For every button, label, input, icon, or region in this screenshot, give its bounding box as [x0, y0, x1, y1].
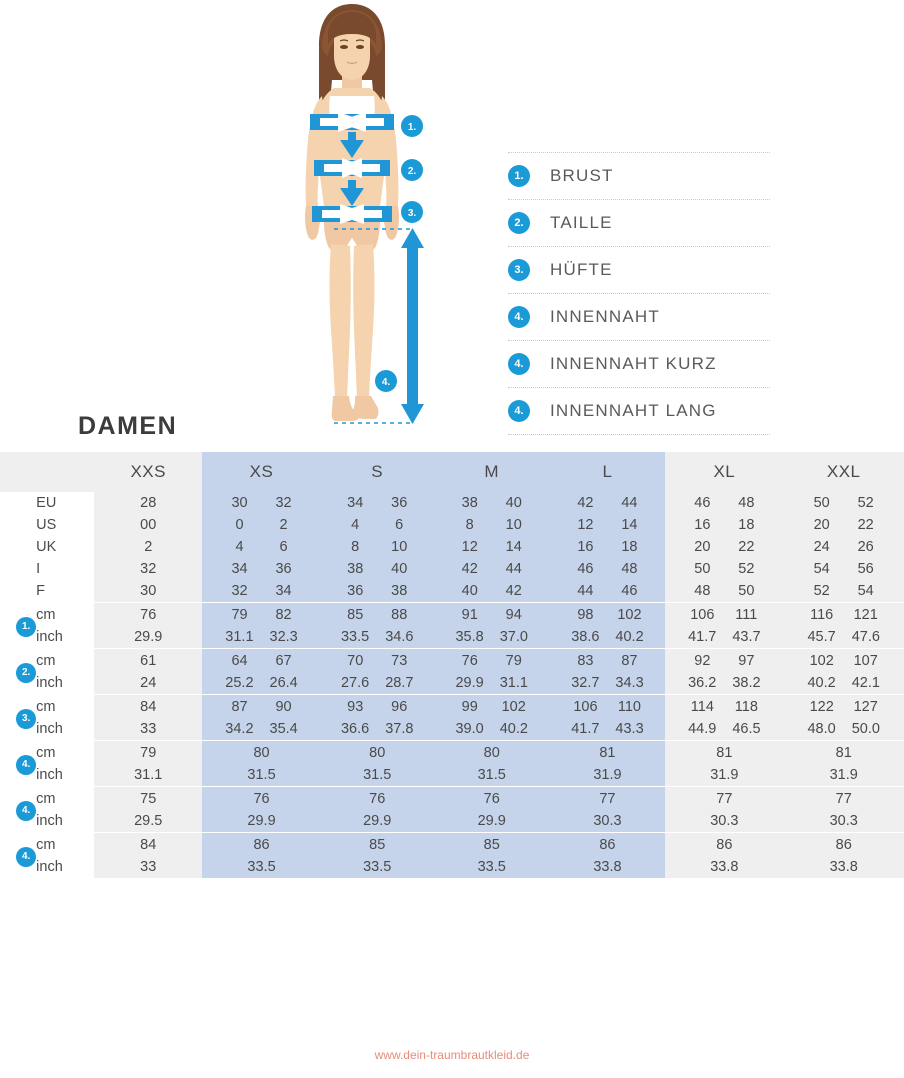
legend-label: HÜFTE: [550, 260, 613, 279]
legend-label: TAILLE: [550, 213, 613, 232]
cell-l-uk: 16 18: [550, 536, 666, 558]
cell-xl-inch: 31.9: [665, 764, 783, 787]
legend-item-innennaht: [508, 294, 770, 341]
cell-xs-cm: 86: [202, 834, 320, 856]
table-row: [0, 810, 904, 833]
cell-s-cm: 93 96: [321, 696, 434, 718]
row-badge-cell: [0, 834, 36, 878]
row-unit-label: I: [36, 561, 41, 577]
row-unit-label: cm: [36, 607, 56, 623]
row-unit-label: inch: [36, 813, 63, 830]
cell-m-cm: 76: [434, 788, 550, 810]
cell-m-inch: 33.5: [434, 856, 550, 878]
table-row: [0, 650, 904, 672]
svg-text:3.: 3.: [407, 208, 417, 219]
row-badge-icon: 2.: [16, 663, 36, 683]
legend-item-innennaht-kurz: [508, 341, 770, 388]
row-unit-label: UK: [36, 539, 57, 555]
header-unit-spacer: [36, 452, 94, 492]
table-row: [0, 696, 904, 718]
cell-xxs-cm: 75: [94, 788, 202, 810]
cell-xs-inch: 25.2 26.4: [202, 672, 320, 695]
column-header-l: L: [550, 452, 666, 492]
cell-m-inch: 29.9: [434, 810, 550, 833]
cell-xl-cm: 77: [665, 788, 783, 810]
cell-xl-cm: 86: [665, 834, 783, 856]
cell-xxl-inch: 40.2 42.1: [783, 672, 904, 695]
cell-m-cm: 91 94: [434, 604, 550, 626]
legend-label: BRUST: [550, 166, 614, 185]
row-unit-label: inch: [36, 721, 63, 738]
cell-s-inch: 36.6 37.8: [321, 718, 434, 741]
cell-xxs-i: 32: [94, 558, 202, 580]
column-header-m: M: [434, 452, 550, 492]
table-row: [0, 718, 904, 741]
cell-xl-us: 16 18: [665, 514, 783, 536]
cell-xxl-inch: 45.7 47.6: [783, 626, 904, 649]
row-unit-label: inch: [36, 629, 63, 646]
cell-m-i: 42 44: [434, 558, 550, 580]
cell-xs-cm: 87 90: [202, 696, 320, 718]
cell-l-cm: 77: [550, 788, 666, 810]
cell-s-cm: 70 73: [321, 650, 434, 672]
cell-xxs-inch: 31.1: [94, 764, 202, 787]
cell-xxs-cm: 84: [94, 834, 202, 856]
row-badge-cell: [0, 788, 36, 833]
cell-xl-inch: 41.7 43.7: [665, 626, 783, 649]
row-unit-label: cm: [36, 699, 56, 715]
table-row: [0, 834, 904, 856]
cell-xl-inch: 36.2 38.2: [665, 672, 783, 695]
cell-l-inch: 41.7 43.3: [550, 718, 666, 741]
cell-xxl-cm: 81: [783, 742, 904, 764]
cell-m-f: 40 42: [434, 580, 550, 603]
table-row: [0, 604, 904, 626]
row-badge-icon: 4.: [16, 847, 36, 867]
cell-l-i: 46 48: [550, 558, 666, 580]
table-row: [0, 788, 904, 810]
cell-xxs-inch: 33: [94, 718, 202, 741]
cell-xxl-cm: 122 127: [783, 696, 904, 718]
header-spacer: [0, 452, 36, 492]
table-row: [0, 492, 904, 514]
row-unit-label: cm: [36, 745, 56, 761]
table-row: [0, 558, 904, 580]
cell-xs-cm: 79 82: [202, 604, 320, 626]
row-unit-label: F: [36, 583, 46, 600]
cell-xxs-eu: 28: [94, 492, 202, 514]
figure-marker-2: [401, 159, 423, 181]
cell-xs-cm: 76: [202, 788, 320, 810]
cell-s-i: 38 40: [321, 558, 434, 580]
cell-xxs-uk: 2: [94, 536, 202, 558]
cell-s-f: 36 38: [321, 580, 434, 603]
cell-m-inch: 29.9 31.1: [434, 672, 550, 695]
column-header-s: S: [321, 452, 434, 492]
table-row: [0, 742, 904, 764]
column-header-xl: XL: [665, 452, 783, 492]
table-row: [0, 514, 904, 536]
row-badge-cell: [0, 742, 36, 787]
svg-text:2.: 2.: [407, 166, 417, 177]
cell-l-cm: 98 102: [550, 604, 666, 626]
cell-xl-uk: 20 22: [665, 536, 783, 558]
cell-xxs-inch: 29.9: [94, 626, 202, 649]
cell-xxs-inch: 33: [94, 856, 202, 878]
row-unit-label: EU: [36, 495, 57, 511]
cell-s-inch: 27.6 28.7: [321, 672, 434, 695]
legend-label: INNENNAHT LANG: [550, 401, 717, 420]
cell-xs-cm: 80: [202, 742, 320, 764]
row-unit-label: cm: [36, 653, 56, 669]
cell-xl-cm: 106 111: [665, 604, 783, 626]
cell-l-inch: 31.9: [550, 764, 666, 787]
column-header-xs: XS: [202, 452, 320, 492]
cell-s-cm: 85 88: [321, 604, 434, 626]
cell-s-inch: 29.9: [321, 810, 434, 833]
figure-marker-1: [401, 115, 423, 137]
cell-xxs-f: 30: [94, 580, 202, 603]
cell-xxl-eu: 50 52: [783, 492, 904, 514]
cell-m-cm: 85: [434, 834, 550, 856]
cell-xxl-us: 20 22: [783, 514, 904, 536]
row-badge-cell: [0, 696, 36, 741]
table-row: [0, 672, 904, 695]
table-row: [0, 536, 904, 558]
cell-xs-inch: 34.2 35.4: [202, 718, 320, 741]
cell-xxs-us: 00: [94, 514, 202, 536]
row-badge-icon: 4.: [16, 755, 36, 775]
row-unit-label: US: [36, 517, 57, 533]
cell-m-inch: 39.0 40.2: [434, 718, 550, 741]
legend-item-taille: [508, 200, 770, 247]
footer-url: www.dein-traumbrautkleid.de: [374, 1048, 530, 1062]
cell-xs-inch: 33.5: [202, 856, 320, 878]
cell-xs-inch: 31.1 32.3: [202, 626, 320, 649]
cell-xxs-cm: 76: [94, 604, 202, 626]
table-row: [0, 626, 904, 649]
size-table-container: [0, 452, 904, 878]
cell-xs-f: 32 34: [202, 580, 320, 603]
cell-xxl-inch: 30.3: [783, 810, 904, 833]
column-header-xxl: XXL: [783, 452, 904, 492]
cell-xs-cm: 64 67: [202, 650, 320, 672]
legend-number-icon: 1.: [508, 165, 530, 187]
row-unit-label: cm: [36, 837, 56, 853]
cell-xs-eu: 30 32: [202, 492, 320, 514]
cell-m-eu: 38 40: [434, 492, 550, 514]
cell-l-inch: 32.7 34.3: [550, 672, 666, 695]
legend-label: INNENNAHT KURZ: [550, 354, 717, 373]
cell-l-inch: 33.8: [550, 856, 666, 878]
cell-l-cm: 83 87: [550, 650, 666, 672]
row-badge-cell: [0, 650, 36, 695]
cell-xl-f: 48 50: [665, 580, 783, 603]
cell-l-f: 44 46: [550, 580, 666, 603]
row-badge-icon: 1.: [16, 617, 36, 637]
row-unit-label: inch: [36, 767, 63, 784]
table-row: [0, 764, 904, 787]
cell-l-inch: 38.6 40.2: [550, 626, 666, 649]
legend-item-brust: [508, 152, 770, 200]
cell-xxs-cm: 84: [94, 696, 202, 718]
cell-xxs-inch: 29.5: [94, 810, 202, 833]
table-row: [0, 856, 904, 878]
cell-xxl-f: 52 54: [783, 580, 904, 603]
size-table: [0, 452, 904, 878]
cell-xs-inch: 29.9: [202, 810, 320, 833]
cell-s-uk: 8 10: [321, 536, 434, 558]
cell-xxl-cm: 102 107: [783, 650, 904, 672]
legend-item-huefte: [508, 247, 770, 294]
cell-xxs-inch: 24: [94, 672, 202, 695]
legend-number-icon: 2.: [508, 212, 530, 234]
cell-xl-inch: 30.3: [665, 810, 783, 833]
table-header-row: [0, 452, 904, 492]
cell-m-inch: 31.5: [434, 764, 550, 787]
cell-xs-i: 34 36: [202, 558, 320, 580]
cell-l-cm: 86: [550, 834, 666, 856]
cell-xl-cm: 114 118: [665, 696, 783, 718]
row-badge-icon: 4.: [16, 801, 36, 821]
cell-xl-inch: 44.9 46.5: [665, 718, 783, 741]
cell-xl-inch: 33.8: [665, 856, 783, 878]
cell-m-cm: 99 102: [434, 696, 550, 718]
cell-xxl-cm: 116 121: [783, 604, 904, 626]
body-measurement-figure: [262, 0, 442, 430]
row-unit-label: inch: [36, 859, 63, 875]
cell-l-cm: 81: [550, 742, 666, 764]
cell-xxl-cm: 77: [783, 788, 904, 810]
legend-number-icon: 3.: [508, 259, 530, 281]
cell-m-cm: 80: [434, 742, 550, 764]
cell-s-cm: 80: [321, 742, 434, 764]
legend-number-icon: 4.: [508, 353, 530, 375]
legend-number-icon: 4.: [508, 306, 530, 328]
row-unit-label: cm: [36, 791, 56, 807]
cell-s-inch: 33.5 34.6: [321, 626, 434, 649]
cell-m-uk: 12 14: [434, 536, 550, 558]
cell-xxs-cm: 61: [94, 650, 202, 672]
row-badge-cell: [0, 492, 36, 603]
legend-number-icon: 4.: [508, 400, 530, 422]
cell-xl-i: 50 52: [665, 558, 783, 580]
figure-marker-3: [401, 201, 423, 223]
row-badge-icon: 3.: [16, 709, 36, 729]
row-unit-label: inch: [36, 675, 63, 692]
measurement-legend: [508, 152, 770, 435]
cell-xxl-cm: 86: [783, 834, 904, 856]
legend-label: INNENNAHT: [550, 307, 660, 326]
figure-marker-4: [375, 370, 397, 392]
cell-l-us: 12 14: [550, 514, 666, 536]
cell-s-inch: 33.5: [321, 856, 434, 878]
cell-s-inch: 31.5: [321, 764, 434, 787]
cell-xxl-inch: 31.9: [783, 764, 904, 787]
cell-m-us: 8 10: [434, 514, 550, 536]
cell-m-cm: 76 79: [434, 650, 550, 672]
cell-s-eu: 34 36: [321, 492, 434, 514]
cell-xs-inch: 31.5: [202, 764, 320, 787]
legend-item-innennaht-lang: [508, 388, 770, 435]
row-badge-cell: [0, 604, 36, 649]
cell-xxl-inch: 48.0 50.0: [783, 718, 904, 741]
cell-xl-cm: 92 97: [665, 650, 783, 672]
cell-s-cm: 76: [321, 788, 434, 810]
cell-xl-eu: 46 48: [665, 492, 783, 514]
illustration-area: [0, 0, 904, 450]
cell-l-eu: 42 44: [550, 492, 666, 514]
table-row: [0, 580, 904, 603]
svg-text:1.: 1.: [407, 122, 417, 133]
cell-xxl-i: 54 56: [783, 558, 904, 580]
page-title: DAMEN: [78, 412, 178, 440]
svg-text:4.: 4.: [381, 377, 391, 388]
cell-l-cm: 106 110: [550, 696, 666, 718]
column-header-xxs: XXS: [94, 452, 202, 492]
cell-m-inch: 35.8 37.0: [434, 626, 550, 649]
cell-xxs-cm: 79: [94, 742, 202, 764]
cell-s-us: 4 6: [321, 514, 434, 536]
cell-xxl-uk: 24 26: [783, 536, 904, 558]
cell-xl-cm: 81: [665, 742, 783, 764]
cell-l-inch: 30.3: [550, 810, 666, 833]
cell-xxl-inch: 33.8: [783, 856, 904, 878]
cell-xs-uk: 4 6: [202, 536, 320, 558]
cell-xs-us: 0 2: [202, 514, 320, 536]
cell-s-cm: 85: [321, 834, 434, 856]
